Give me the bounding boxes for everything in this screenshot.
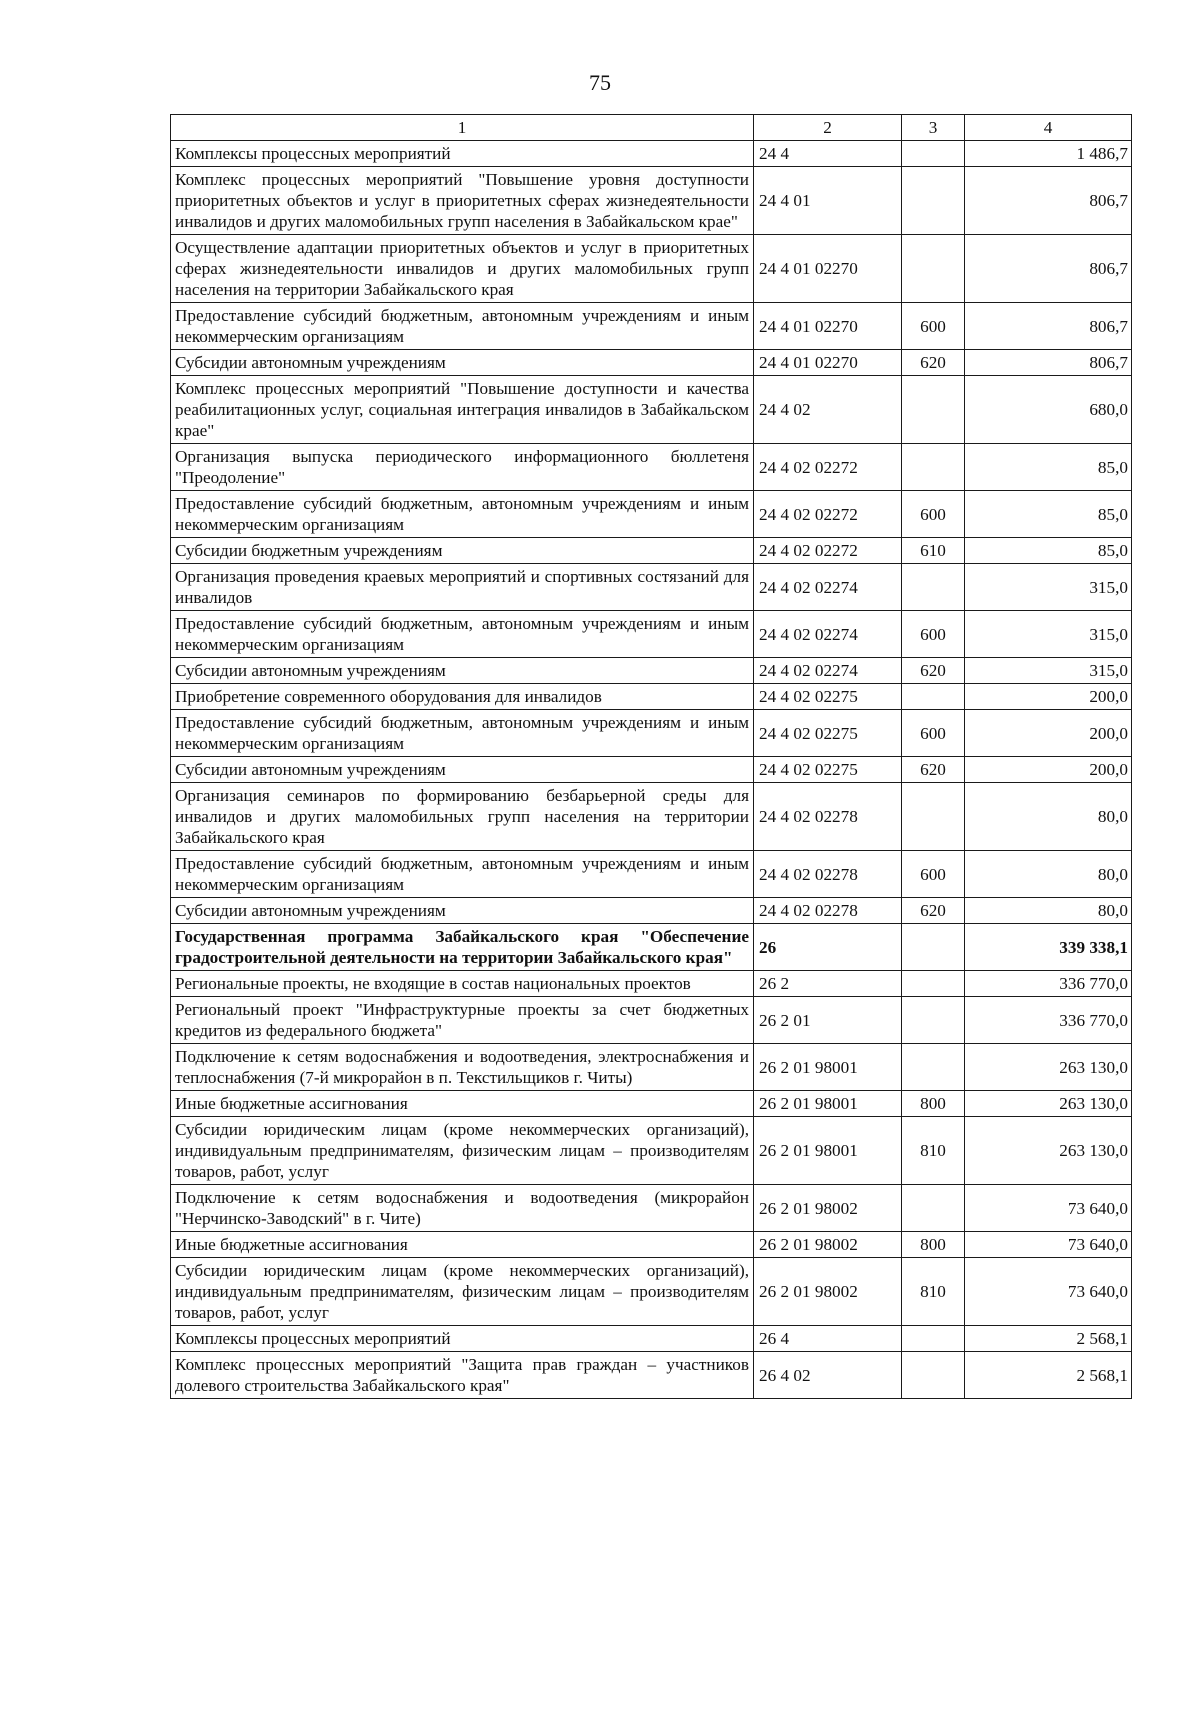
row-code-cell: 24 4 02 02272: [754, 444, 902, 491]
page-number: 75: [589, 70, 611, 95]
row-type-cell: 600: [902, 710, 965, 757]
table-row: [171, 1044, 1132, 1091]
row-name-cell: Подключение к сетям водоснабжения и водоотведения (микрорайон "Нерчинско-Заводский" в г. Чите): [171, 1185, 754, 1232]
row-amount-cell: 315,0: [965, 658, 1132, 684]
table-row: [171, 1185, 1132, 1232]
row-amount-cell: 200,0: [965, 757, 1132, 783]
row-code-cell: 24 4 02 02278: [754, 898, 902, 924]
table-row: [171, 1352, 1132, 1399]
row-name-cell: Субсидии бюджетным учреждениям: [171, 538, 754, 564]
row-code-cell: 24 4 02 02274: [754, 611, 902, 658]
row-name-cell: Субсидии автономным учреждениям: [171, 898, 754, 924]
row-type-cell: 800: [902, 1232, 965, 1258]
row-type-cell: [902, 971, 965, 997]
row-code-cell: 26 4 02: [754, 1352, 902, 1399]
row-code-cell: 24 4 01 02270: [754, 235, 902, 303]
row-name-cell: Комплекс процессных мероприятий "Повышение уровня доступности приоритетных объектов и услуг в приоритетных сферах жизнедеятельности инвалидов и других маломобильных групп населения в Забайкальском крае": [171, 167, 754, 235]
row-type-cell: [902, 1326, 965, 1352]
table-row: [171, 710, 1132, 757]
row-type-cell: [902, 376, 965, 444]
row-code-cell: 26 2 01: [754, 997, 902, 1044]
table-row: [171, 684, 1132, 710]
row-name-cell: Субсидии автономным учреждениям: [171, 757, 754, 783]
table-row: [171, 1258, 1132, 1326]
row-code-cell: 24 4 02 02275: [754, 757, 902, 783]
table-row: [171, 1232, 1132, 1258]
row-code-cell: 26 2 01 98002: [754, 1232, 902, 1258]
row-name-cell: Иные бюджетные ассигнования: [171, 1232, 754, 1258]
row-amount-cell: 806,7: [965, 167, 1132, 235]
row-code-cell: 24 4 02 02272: [754, 491, 902, 538]
row-type-cell: 600: [902, 303, 965, 350]
row-type-cell: 600: [902, 611, 965, 658]
row-code-cell: 24 4 02 02278: [754, 851, 902, 898]
table-row: [171, 167, 1132, 235]
table-row: [171, 971, 1132, 997]
row-type-cell: 620: [902, 898, 965, 924]
row-type-cell: [902, 997, 965, 1044]
row-amount-cell: 806,7: [965, 235, 1132, 303]
table-row: [171, 997, 1132, 1044]
row-name-cell: Предоставление субсидий бюджетным, автономным учреждениям и иным некоммерческим организациям: [171, 851, 754, 898]
row-amount-cell: 263 130,0: [965, 1117, 1132, 1185]
table-row: [171, 303, 1132, 350]
row-amount-cell: 85,0: [965, 538, 1132, 564]
budget-table: [170, 114, 1132, 1399]
table-row: [171, 1117, 1132, 1185]
table-row: [171, 1326, 1132, 1352]
row-amount-cell: 680,0: [965, 376, 1132, 444]
row-type-cell: 620: [902, 757, 965, 783]
row-type-cell: [902, 141, 965, 167]
row-code-cell: 24 4: [754, 141, 902, 167]
row-amount-cell: 80,0: [965, 898, 1132, 924]
row-code-cell: 24 4 01: [754, 167, 902, 235]
row-name-cell: Организация проведения краевых мероприятий и спортивных состязаний для инвалидов: [171, 564, 754, 611]
row-type-cell: 620: [902, 350, 965, 376]
row-amount-cell: 73 640,0: [965, 1232, 1132, 1258]
row-amount-cell: 1 486,7: [965, 141, 1132, 167]
table-row: [171, 376, 1132, 444]
row-name-cell: Предоставление субсидий бюджетным, автономным учреждениям и иным некоммерческим организациям: [171, 710, 754, 757]
row-code-cell: 26 4: [754, 1326, 902, 1352]
row-amount-cell: 336 770,0: [965, 971, 1132, 997]
row-code-cell: 24 4 02 02274: [754, 658, 902, 684]
row-name-cell: Подключение к сетям водоснабжения и водоотведения, электроснабжения и теплоснабжения (7-й микрорайон в п. Текстильщиков г. Читы): [171, 1044, 754, 1091]
row-code-cell: 24 4 02 02275: [754, 710, 902, 757]
row-amount-cell: 336 770,0: [965, 997, 1132, 1044]
row-name-cell: Предоставление субсидий бюджетным, автономным учреждениям и иным некоммерческим организациям: [171, 611, 754, 658]
row-amount-cell: 85,0: [965, 491, 1132, 538]
row-type-cell: [902, 1044, 965, 1091]
row-name-cell: Субсидии автономным учреждениям: [171, 350, 754, 376]
table-row: [171, 564, 1132, 611]
row-code-cell: 26: [754, 924, 902, 971]
table-row: [171, 444, 1132, 491]
row-type-cell: [902, 783, 965, 851]
row-code-cell: 26 2 01 98001: [754, 1044, 902, 1091]
row-amount-cell: 80,0: [965, 851, 1132, 898]
header-col-2: 2: [754, 115, 902, 141]
row-type-cell: [902, 924, 965, 971]
row-type-cell: [902, 1185, 965, 1232]
header-col-4: 4: [965, 115, 1132, 141]
row-name-cell: Комплекс процессных мероприятий "Защита прав граждан – участников долевого строительства Забайкальского края": [171, 1352, 754, 1399]
row-code-cell: 24 4 02: [754, 376, 902, 444]
row-name-cell: Региональный проект "Инфраструктурные проекты за счет бюджетных кредитов из федерального бюджета": [171, 997, 754, 1044]
row-name-cell: Предоставление субсидий бюджетным, автономным учреждениям и иным некоммерческим организациям: [171, 491, 754, 538]
row-amount-cell: 263 130,0: [965, 1044, 1132, 1091]
table-body: [171, 141, 1132, 1399]
table-row: [171, 1091, 1132, 1117]
row-type-cell: [902, 167, 965, 235]
row-name-cell: Субсидии автономным учреждениям: [171, 658, 754, 684]
row-name-cell: Иные бюджетные ассигнования: [171, 1091, 754, 1117]
row-name-cell: Региональные проекты, не входящие в состав национальных проектов: [171, 971, 754, 997]
row-name-cell: Осуществление адаптации приоритетных объектов и услуг в приоритетных сферах жизнедеятельности инвалидов и других маломобильных групп населения на территории Забайкальского края: [171, 235, 754, 303]
row-code-cell: 24 4 01 02270: [754, 350, 902, 376]
row-amount-cell: 200,0: [965, 684, 1132, 710]
row-code-cell: 24 4 02 02274: [754, 564, 902, 611]
row-amount-cell: 85,0: [965, 444, 1132, 491]
row-name-cell: Государственная программа Забайкальского края "Обеспечение градостроительной деятельности на территории Забайкальского края": [171, 924, 754, 971]
header-row: [171, 115, 1132, 141]
row-amount-cell: 200,0: [965, 710, 1132, 757]
row-amount-cell: 73 640,0: [965, 1185, 1132, 1232]
row-code-cell: 24 4 02 02272: [754, 538, 902, 564]
row-code-cell: 26 2 01 98001: [754, 1117, 902, 1185]
row-name-cell: Организация выпуска периодического информационного бюллетеня "Преодоление": [171, 444, 754, 491]
row-type-cell: [902, 564, 965, 611]
row-type-cell: 800: [902, 1091, 965, 1117]
row-name-cell: Организация семинаров по формированию безбарьерной среды для инвалидов и других маломобильных групп населения на территории Забайкальского края: [171, 783, 754, 851]
row-type-cell: 810: [902, 1117, 965, 1185]
row-code-cell: 24 4 02 02275: [754, 684, 902, 710]
row-type-cell: 620: [902, 658, 965, 684]
table-row: [171, 898, 1132, 924]
row-type-cell: 600: [902, 851, 965, 898]
row-name-cell: Комплексы процессных мероприятий: [171, 1326, 754, 1352]
row-type-cell: [902, 684, 965, 710]
table-row: [171, 658, 1132, 684]
row-code-cell: 24 4 02 02278: [754, 783, 902, 851]
table-row: [171, 538, 1132, 564]
row-name-cell: Приобретение современного оборудования для инвалидов: [171, 684, 754, 710]
row-amount-cell: 263 130,0: [965, 1091, 1132, 1117]
row-amount-cell: 806,7: [965, 303, 1132, 350]
row-amount-cell: 806,7: [965, 350, 1132, 376]
row-type-cell: 810: [902, 1258, 965, 1326]
table-row: [171, 491, 1132, 538]
row-amount-cell: 73 640,0: [965, 1258, 1132, 1326]
row-amount-cell: 80,0: [965, 783, 1132, 851]
row-amount-cell: 315,0: [965, 564, 1132, 611]
row-type-cell: 600: [902, 491, 965, 538]
table-row: [171, 350, 1132, 376]
row-amount-cell: 339 338,1: [965, 924, 1132, 971]
row-type-cell: [902, 1352, 965, 1399]
row-code-cell: 26 2 01 98002: [754, 1185, 902, 1232]
header-col-3: 3: [902, 115, 965, 141]
header-col-1: 1: [171, 115, 754, 141]
row-name-cell: Комплекс процессных мероприятий "Повышение доступности и качества реабилитационных услуг, социальная интеграция инвалидов в Забайкальском крае": [171, 376, 754, 444]
row-code-cell: 24 4 01 02270: [754, 303, 902, 350]
row-amount-cell: 2 568,1: [965, 1352, 1132, 1399]
row-type-cell: [902, 235, 965, 303]
row-type-cell: [902, 444, 965, 491]
row-type-cell: 610: [902, 538, 965, 564]
row-name-cell: Предоставление субсидий бюджетным, автономным учреждениям и иным некоммерческим организациям: [171, 303, 754, 350]
table-row: [171, 783, 1132, 851]
row-code-cell: 26 2 01 98001: [754, 1091, 902, 1117]
table-row: [171, 851, 1132, 898]
table-row: [171, 141, 1132, 167]
row-code-cell: 26 2 01 98002: [754, 1258, 902, 1326]
table-row: [171, 924, 1132, 971]
table-row: [171, 757, 1132, 783]
row-code-cell: 26 2: [754, 971, 902, 997]
row-amount-cell: 315,0: [965, 611, 1132, 658]
row-amount-cell: 2 568,1: [965, 1326, 1132, 1352]
row-name-cell: Субсидии юридическим лицам (кроме некоммерческих организаций), индивидуальным предпринимателям, физическим лицам – производителям товаров, работ, услуг: [171, 1117, 754, 1185]
row-name-cell: Субсидии юридическим лицам (кроме некоммерческих организаций), индивидуальным предпринимателям, физическим лицам – производителям товаров, работ, услуг: [171, 1258, 754, 1326]
table-row: [171, 235, 1132, 303]
row-name-cell: Комплексы процессных мероприятий: [171, 141, 754, 167]
table-row: [171, 611, 1132, 658]
